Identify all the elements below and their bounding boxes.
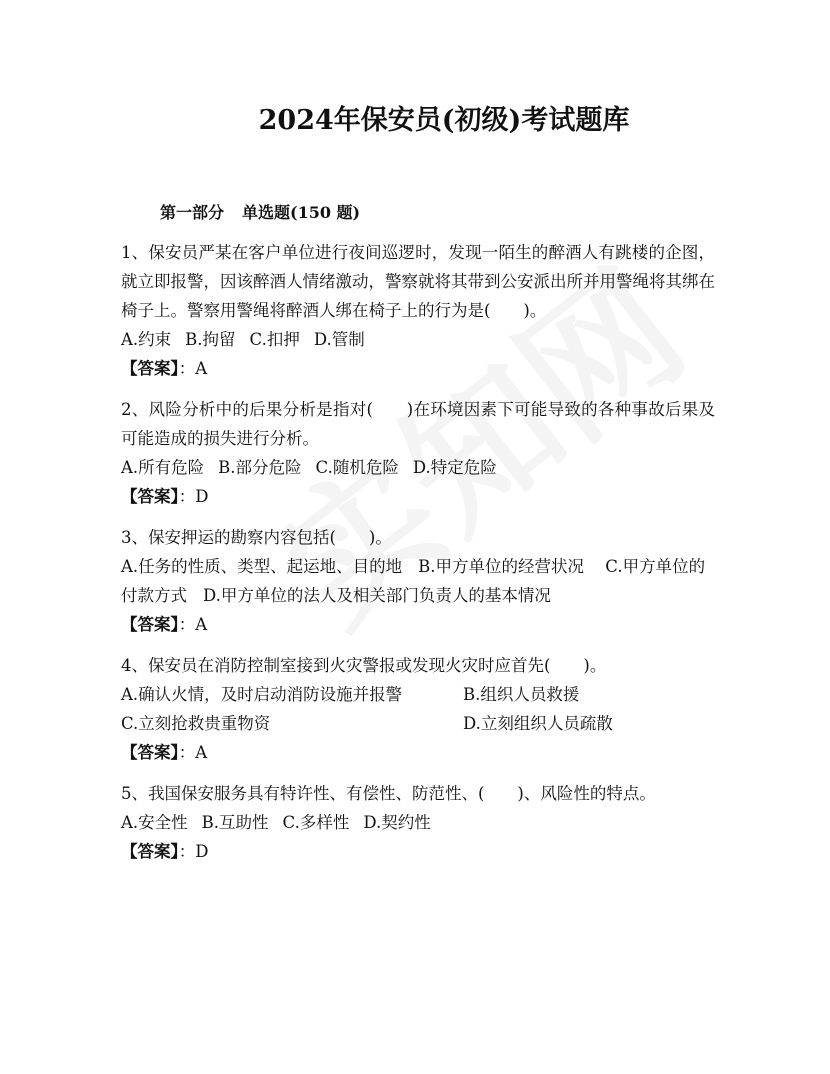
option-a: A.任务的性质、类型、起运地、目的地 xyxy=(121,557,403,576)
option-b: B.部分危险 xyxy=(218,458,302,477)
answer-label: 【答案】 xyxy=(121,359,179,378)
question-text: 2、风险分析中的后果分析是指对( )在环境因素下可能导致的各种事故后果及可能造成的损失进行分析。 xyxy=(121,400,715,448)
option-b: B.拘留 xyxy=(185,330,236,349)
question-3 xyxy=(121,523,715,639)
section-part: 第一部分 xyxy=(160,203,225,222)
question-5 xyxy=(121,779,715,866)
option-c: C.甲方单位的付款方式 xyxy=(121,557,706,605)
document-title: 2024年保安员(初级)考试题库 xyxy=(258,105,630,136)
question-text: 1、保安员严某在客户单位进行夜间巡逻时，发现一陌生的醉酒人有跳楼的企图，就立即报警，因该醉酒人情绪激动，警察就将其带到公安派出所并用警绳将其绑在椅子上。警察用警绳将醉酒人绑在椅子上的行为是( )。 xyxy=(121,243,715,320)
answer-value: ：A xyxy=(178,615,208,634)
option-b: B.甲方单位的经营状况 xyxy=(418,557,585,576)
option-c: C.扣押 xyxy=(249,330,300,349)
option-d: D.甲方单位的法人及相关部门负责人的基本情况 xyxy=(203,586,551,605)
question-options xyxy=(121,453,715,482)
option-a: A.安全性 xyxy=(121,813,188,832)
answer-label: 【答案】 xyxy=(121,615,179,634)
answer-line xyxy=(121,354,715,383)
option-c: C.立刻抢救贵重物资 xyxy=(121,714,271,733)
question-text: 5、我国保安服务具有特许性、有偿性、防范性、( )、风险性的特点。 xyxy=(121,784,656,803)
question-options xyxy=(121,325,715,354)
answer-line xyxy=(121,482,715,511)
option-d: D.管制 xyxy=(313,330,365,349)
answer-value: ：A xyxy=(178,359,208,378)
option-a: A.确认火情，及时启动消防设施并报警 xyxy=(121,685,403,704)
answer-line xyxy=(121,837,715,866)
answer-line xyxy=(121,738,715,767)
option-d: D.立刻组织人员疏散 xyxy=(463,714,613,733)
question-4 xyxy=(121,651,715,767)
answer-label: 【答案】 xyxy=(121,842,179,861)
answer-value: ：D xyxy=(178,842,209,861)
option-b: B.组织人员救援 xyxy=(463,685,580,704)
question-text: 3、保安押运的勘察内容包括( )。 xyxy=(121,528,392,547)
question-2 xyxy=(121,395,715,511)
option-d: D.特定危险 xyxy=(412,458,497,477)
question-options xyxy=(121,808,715,837)
section-type: 单选题(150 题) xyxy=(242,203,361,222)
question-text: 4、保安员在消防控制室接到火灾警报或发现火灾时应首先( )。 xyxy=(121,656,607,675)
answer-label: 【答案】 xyxy=(121,743,179,762)
question-options xyxy=(121,680,715,738)
answer-value: ：A xyxy=(178,743,208,762)
option-b: B.互助性 xyxy=(201,813,269,832)
question-1 xyxy=(121,238,715,383)
option-a: A.约束 xyxy=(121,330,172,349)
question-options xyxy=(121,552,715,610)
section-heading xyxy=(160,200,360,223)
answer-label: 【答案】 xyxy=(121,487,179,506)
option-d: D.契约性 xyxy=(363,813,431,832)
option-c: C.多样性 xyxy=(282,813,350,832)
option-a: A.所有危险 xyxy=(121,458,205,477)
question-list xyxy=(121,238,715,878)
answer-line xyxy=(121,610,715,639)
answer-value: ：D xyxy=(178,487,209,506)
option-c: C.随机危险 xyxy=(315,458,399,477)
